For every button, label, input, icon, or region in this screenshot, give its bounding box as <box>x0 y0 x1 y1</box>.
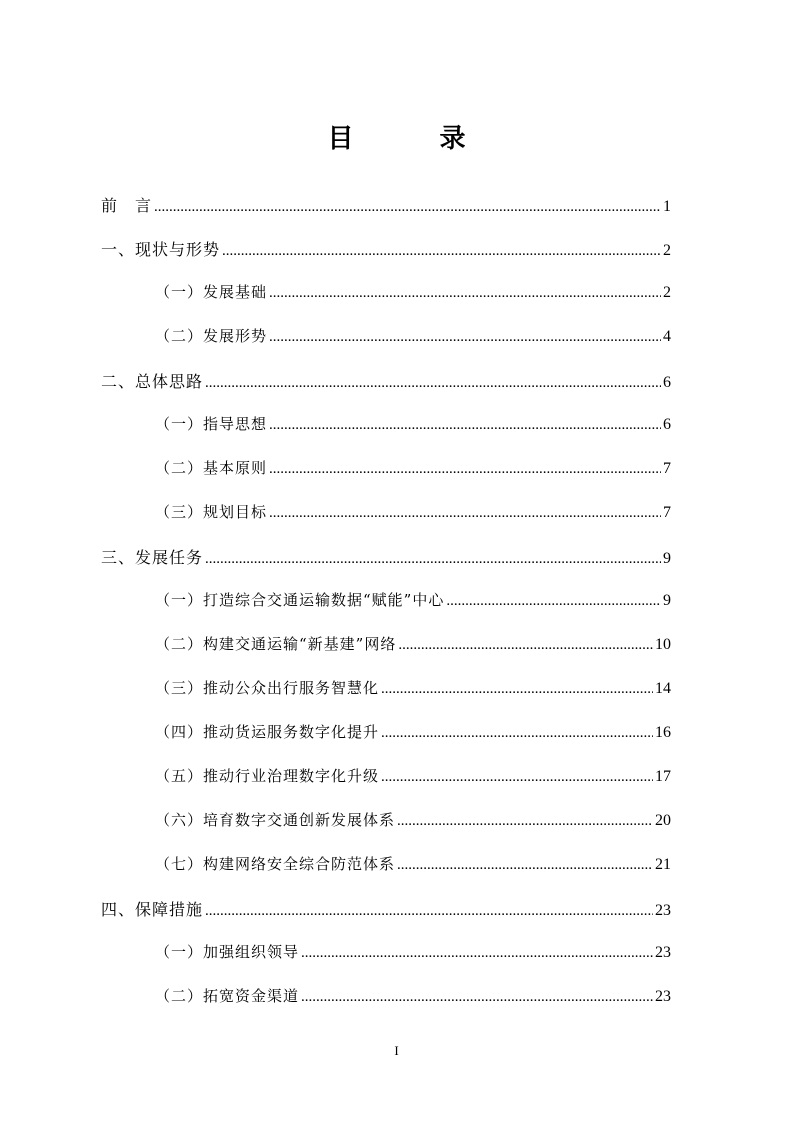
toc-entry-chapter-2[interactable] <box>101 369 671 393</box>
toc-leader-dots <box>222 243 661 260</box>
toc-entry-text: 四、保障措施 <box>101 900 204 919</box>
toc-leader-dots <box>205 375 661 392</box>
toc-entry-section-2-2[interactable] <box>155 457 671 481</box>
toc-leader-dots <box>269 417 661 434</box>
toc-entry-text: （一）加强组织领导 <box>155 943 300 961</box>
toc-leader-dots <box>397 813 653 830</box>
toc-entry-section-2-1[interactable] <box>155 413 671 437</box>
toc-entry-text: （二）基本原则 <box>155 459 268 477</box>
toc-entry-text: （二）发展形势 <box>155 327 268 345</box>
toc-entry-section-4-2[interactable] <box>155 985 671 1009</box>
toc-page-number: 14 <box>655 680 671 697</box>
toc-entry-text: （七）构建网络安全综合防范体系 <box>155 855 396 873</box>
toc-entry-text: 二、总体思路 <box>101 372 204 391</box>
toc-entry-section-3-4[interactable] <box>155 721 671 745</box>
toc-entry-text: （三）推动公众出行服务智慧化 <box>155 679 380 697</box>
page-footer-number: I <box>394 1043 399 1058</box>
toc-page-number: 1 <box>663 198 671 215</box>
toc-page-number: 7 <box>663 504 671 521</box>
toc-leader-dots <box>381 725 653 742</box>
toc-page-number: 23 <box>655 902 671 919</box>
toc-page-number: 23 <box>655 988 671 1005</box>
toc-leader-dots <box>301 989 653 1006</box>
toc-leader-dots <box>446 593 661 610</box>
toc-page-number: 2 <box>663 242 671 259</box>
toc-leader-dots <box>398 637 653 654</box>
toc-leader-dots <box>381 769 653 786</box>
toc-entry-text: （二）拓宽资金渠道 <box>155 987 300 1005</box>
toc-page-number: 6 <box>663 416 671 433</box>
toc-page-number: 16 <box>655 724 671 741</box>
toc-entry-section-1-1[interactable] <box>155 281 671 305</box>
toc-page-number: 4 <box>663 328 671 345</box>
toc-leader-dots <box>381 681 653 698</box>
toc-page-number: 20 <box>655 812 671 829</box>
toc-entry-section-3-7[interactable] <box>155 853 671 877</box>
toc-entry-section-2-3[interactable] <box>155 501 671 525</box>
toc-page-number: 21 <box>655 856 671 873</box>
toc-entry-chapter-4[interactable] <box>101 897 671 921</box>
toc-leader-dots <box>301 945 653 962</box>
toc-page-number: 7 <box>663 460 671 477</box>
toc-entry-text: （六）培育数字交通创新发展体系 <box>155 811 396 829</box>
toc-entry-text: 前 言 <box>101 196 153 215</box>
toc-page-number: 10 <box>655 636 671 653</box>
toc-leader-dots <box>269 505 661 522</box>
toc-entry-text: （五）推动行业治理数字化升级 <box>155 767 380 785</box>
toc-page-number: 2 <box>663 284 671 301</box>
toc-entry-section-3-3[interactable] <box>155 677 671 701</box>
toc-entry-chapter-1[interactable] <box>101 237 671 261</box>
toc-page-number: 23 <box>655 944 671 961</box>
toc-entry-section-3-5[interactable] <box>155 765 671 789</box>
toc-title: 目 录 <box>327 124 496 154</box>
toc-entry-text: （三）规划目标 <box>155 503 268 521</box>
toc-entry-section-3-6[interactable] <box>155 809 671 833</box>
toc-entry-text: 三、发展任务 <box>101 548 204 567</box>
toc-entry-text: （一）发展基础 <box>155 283 268 301</box>
toc-leader-dots <box>397 857 653 874</box>
toc-leader-dots <box>269 461 661 478</box>
toc-page-number: 6 <box>663 374 671 391</box>
toc-leader-dots <box>269 329 661 346</box>
toc-page-number: 9 <box>663 592 671 609</box>
toc-entry-section-3-1[interactable] <box>155 589 671 613</box>
toc-entry-text: （二）构建交通运输“新基建”网络 <box>155 635 397 653</box>
toc-entry-chapter-3[interactable] <box>101 545 671 569</box>
toc-entry-section-4-1[interactable] <box>155 941 671 965</box>
toc-entry-text: （一）打造综合交通运输数据“赋能”中心 <box>155 591 445 609</box>
toc-page-number: 17 <box>655 768 671 785</box>
toc-leader-dots <box>154 199 661 216</box>
toc-entry-section-3-2[interactable] <box>155 633 671 657</box>
toc-leader-dots <box>205 903 653 920</box>
toc-entry-text: （四）推动货运服务数字化提升 <box>155 723 380 741</box>
toc-leader-dots <box>269 285 661 302</box>
toc-page-number: 9 <box>663 550 671 567</box>
toc-entry-text: （一）指导思想 <box>155 415 268 433</box>
toc-leader-dots <box>205 551 661 568</box>
toc-entry-section-1-2[interactable] <box>155 325 671 349</box>
toc-entry-text: 一、现状与形势 <box>101 240 221 259</box>
toc-entry-foreword[interactable] <box>101 193 671 217</box>
